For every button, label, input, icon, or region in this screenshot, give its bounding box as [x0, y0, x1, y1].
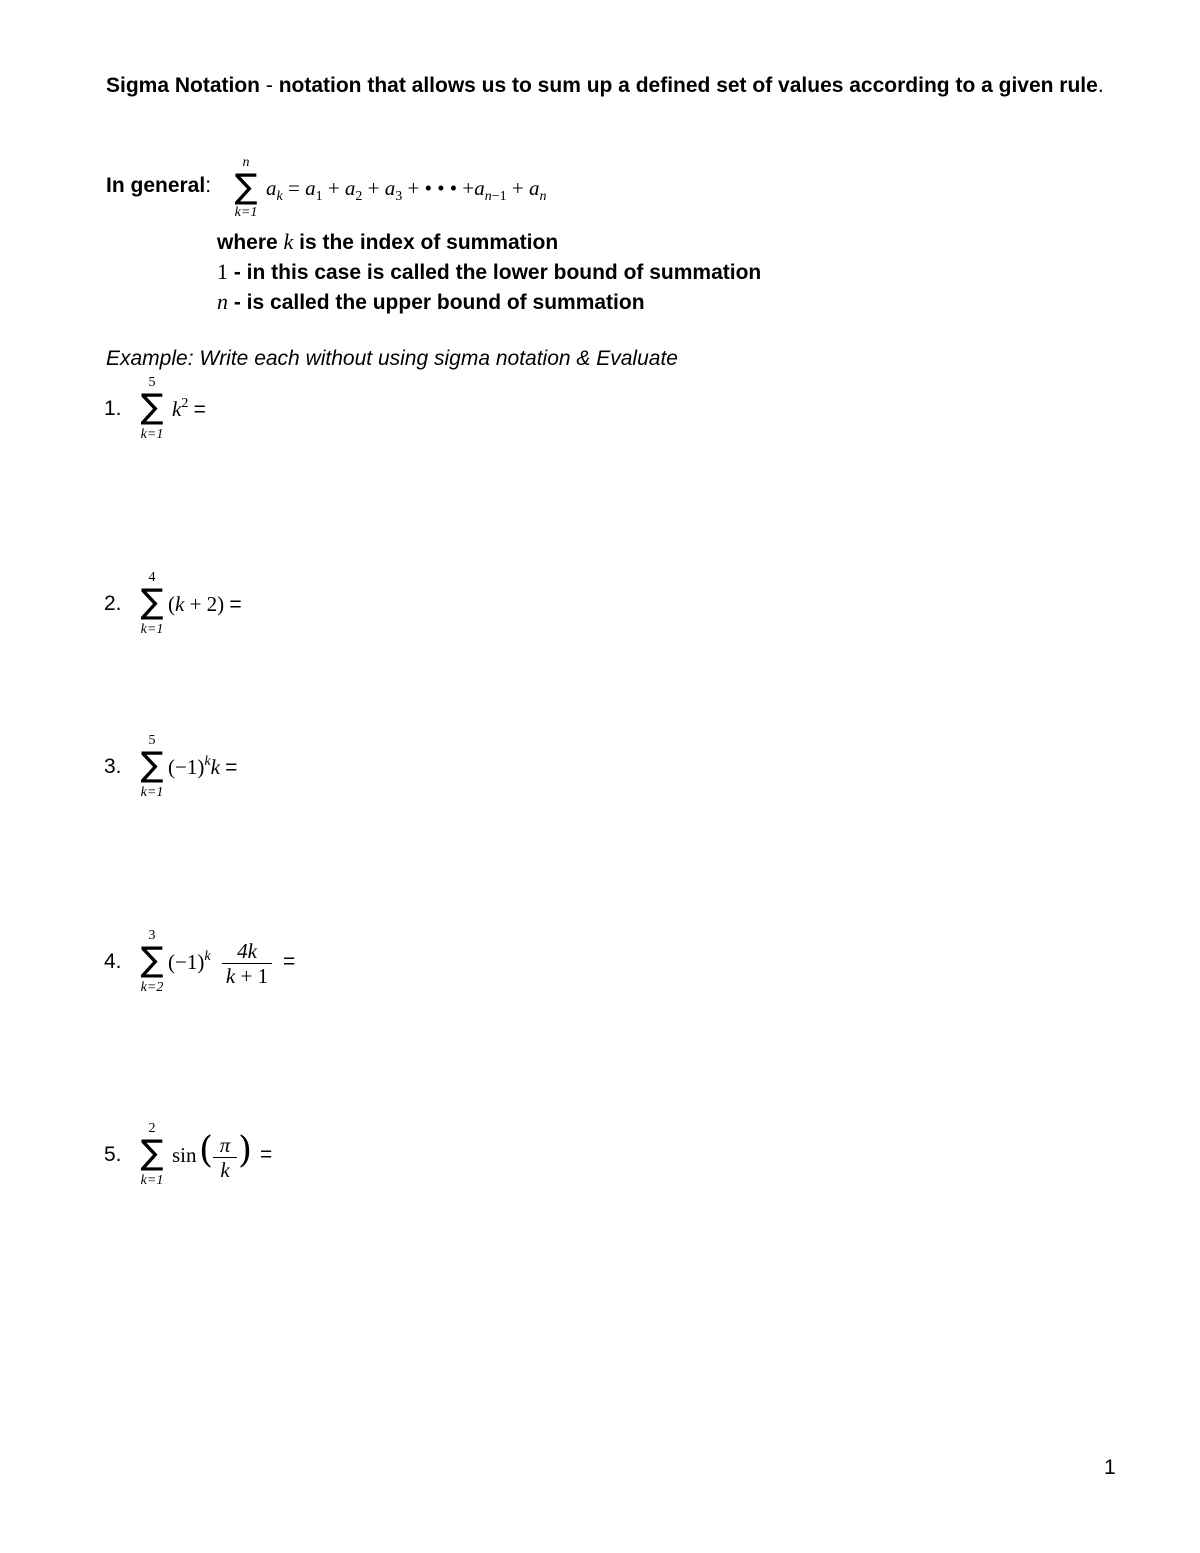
sigma-icon: ∑	[140, 1133, 164, 1173]
definition-lower-bound	[217, 259, 761, 285]
general-sigma-upper: n	[242, 155, 250, 170]
definition-lower-text: - in this case is called the lower bound of summation	[228, 261, 762, 284]
problem-2-sigma	[134, 571, 170, 641]
example-instruction: Example: Write each without using sigma notation & Evaluate	[106, 347, 678, 370]
general-terms: $a_k = a_1 + a_2 + a_3$ + • • • $+a_{n-1} + a_n$	[266, 176, 547, 204]
problem-2-expression: (k + 2) =	[168, 592, 242, 616]
problem-2-upper: 4	[148, 570, 156, 585]
problem-1-number: 1.	[104, 397, 122, 420]
definition-upper-sym: n	[217, 289, 228, 314]
problem-5-equals: =	[260, 1143, 273, 1166]
problem-5-left-paren: (	[199, 1130, 214, 1171]
problem-4-lower: k=2	[140, 980, 164, 995]
heading-dash: -	[260, 74, 279, 97]
problem-4-equals: =	[283, 950, 296, 973]
problem-4-sigma	[134, 929, 170, 999]
problem-5-sin: sin	[172, 1143, 197, 1167]
problem-5-fraction: π k	[213, 1134, 237, 1181]
problem-4-number: 4.	[104, 950, 122, 973]
page-number: 1	[1104, 1456, 1116, 1479]
problem-2-lower: k=1	[140, 622, 164, 637]
problem-3-number: 3.	[104, 755, 122, 778]
definition-index-suffix: is the index of summation	[293, 231, 559, 254]
problem-3-lower: k=1	[140, 785, 164, 800]
general-sigma-lower: k=1	[234, 205, 258, 220]
definition-lower-sym: 1	[217, 259, 228, 284]
problem-4-prefix: $(-1)^k$	[168, 949, 211, 974]
general-sigma	[228, 156, 264, 226]
sigma-icon: ∑	[140, 387, 164, 427]
heading-definition: notation that allows us to sum up a defined set of values according to a given rule	[278, 74, 1098, 97]
problem-3-upper: 5	[148, 733, 156, 748]
definition-index	[217, 229, 558, 255]
problem-1-expression: $k^2$ =	[172, 396, 206, 421]
definition-index-prefix: where	[217, 231, 284, 254]
problem-2-number: 2.	[104, 592, 122, 615]
definition-upper-bound	[217, 289, 645, 315]
problem-5-number: 5.	[104, 1143, 122, 1166]
problem-5-lower: k=1	[140, 1173, 164, 1188]
problem-1-sigma	[134, 376, 170, 446]
problem-5-right-paren: )	[238, 1130, 253, 1171]
definition-index-var: k	[283, 229, 294, 254]
problem-5-upper: 2	[148, 1121, 156, 1136]
problem-1-lower: k=1	[140, 427, 164, 442]
definition-upper-text: - is called the upper bound of summation	[228, 291, 645, 314]
heading-paragraph	[106, 72, 1146, 100]
general-label	[106, 174, 211, 198]
general-label-text: In general	[106, 174, 206, 197]
heading-term: Sigma Notation	[106, 74, 261, 97]
problem-5-sigma	[134, 1122, 170, 1192]
sigma-icon: ∑	[140, 582, 164, 622]
sigma-icon: ∑	[140, 940, 164, 980]
problem-4-upper: 3	[148, 928, 156, 943]
problem-4-fraction: 4k k + 1	[222, 940, 272, 987]
sigma-icon: ∑	[234, 167, 258, 207]
heading-period: .	[1097, 74, 1104, 97]
general-colon: :	[205, 174, 212, 197]
problem-3-sigma	[134, 734, 170, 804]
sigma-icon: ∑	[140, 745, 164, 785]
problem-1-upper: 5	[148, 375, 156, 390]
problem-3-expression: $(-1)^kk$ =	[168, 754, 238, 779]
